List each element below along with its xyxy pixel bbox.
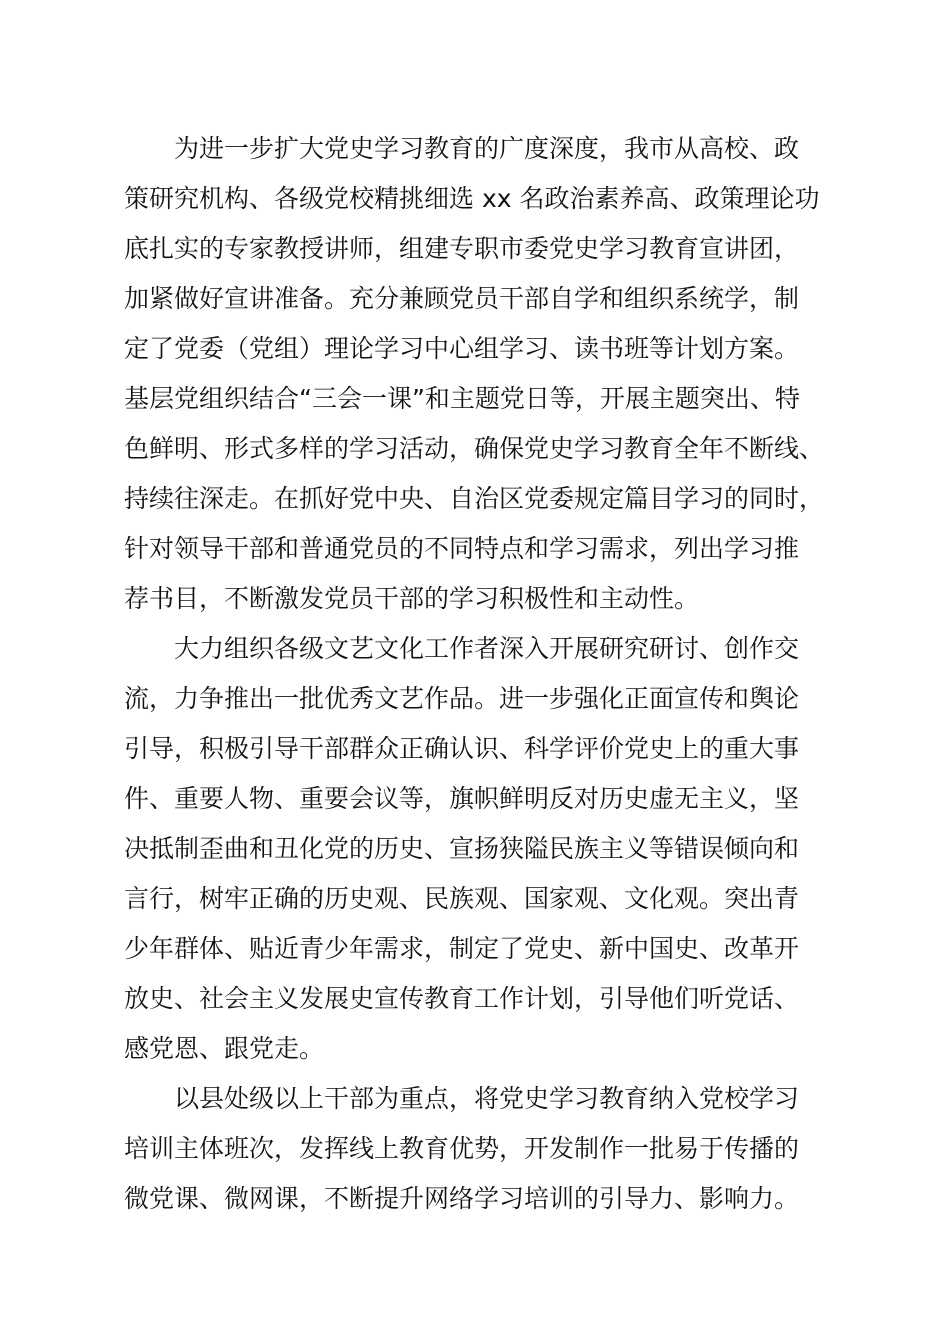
paragraph-line: 放史、社会主义发展史宣传教育工作计划，引导他们听党话、 [124, 984, 800, 1013]
paragraph-line: 策研究机构、各级党校精挑细选 xx 名政治素养高、政策理论功 [124, 184, 820, 213]
paragraph-line: 针对领导干部和普通党员的不同特点和学习需求，列出学习推 [124, 534, 800, 563]
paragraph-line: 感党恩、跟党走。 [124, 1034, 325, 1063]
paragraph-line: 定了党委（党组）理论学习中心组学习、读书班等计划方案。 [124, 334, 800, 363]
paragraph-line: 为进一步扩大党史学习教育的广度深度，我市从高校、政 [174, 134, 800, 163]
paragraph-line: 色鲜明、形式多样的学习活动，确保党史学习教育全年不断线、 [124, 434, 825, 463]
paragraph-3 [124, 1074, 864, 1224]
paragraph-line: 引导，积极引导干部群众正确认识、科学评价党史上的重大事 [124, 734, 800, 763]
paragraph-line: 培训主体班次，发挥线上教育优势，开发制作一批易于传播的 [124, 1134, 800, 1163]
paragraph-line: 言行，树牢正确的历史观、民族观、国家观、文化观。突出青 [124, 884, 800, 913]
document-body [124, 124, 864, 1224]
paragraph-line: 微党课、微网课，不断提升网络学习培训的引导力、影响力。 [124, 1184, 800, 1213]
paragraph-line: 底扎实的专家教授讲师，组建专职市委党史学习教育宣讲团， [124, 234, 800, 263]
paragraph-line: 少年群体、贴近青少年需求，制定了党史、新中国史、改革开 [124, 934, 800, 963]
paragraph-line: 大力组织各级文艺文化工作者深入开展研究研讨、创作交 [174, 634, 800, 663]
paragraph-line: 加紧做好宣讲准备。充分兼顾党员干部自学和组织系统学，制 [124, 284, 800, 313]
paragraph-line: 流，力争推出一批优秀文艺作品。进一步强化正面宣传和舆论 [124, 684, 800, 713]
paragraph-line: 件、重要人物、重要会议等，旗帜鲜明反对历史虚无主义，坚 [124, 784, 800, 813]
paragraph-line: 以县处级以上干部为重点，将党史学习教育纳入党校学习 [174, 1084, 800, 1113]
paragraph-line: 决抵制歪曲和丑化党的历史、宣扬狭隘民族主义等错误倾向和 [124, 834, 800, 863]
paragraph-line: 基层党组织结合“三会一课”和主题党日等，开展主题突出、特 [124, 384, 800, 413]
paragraph-2 [124, 624, 864, 1074]
paragraph-line: 持续往深走。在抓好党中央、自治区党委规定篇目学习的同时， [124, 484, 825, 513]
paragraph-line: 荐书目，不断激发党员干部的学习积极性和主动性。 [124, 584, 700, 613]
paragraph-1 [124, 124, 864, 624]
